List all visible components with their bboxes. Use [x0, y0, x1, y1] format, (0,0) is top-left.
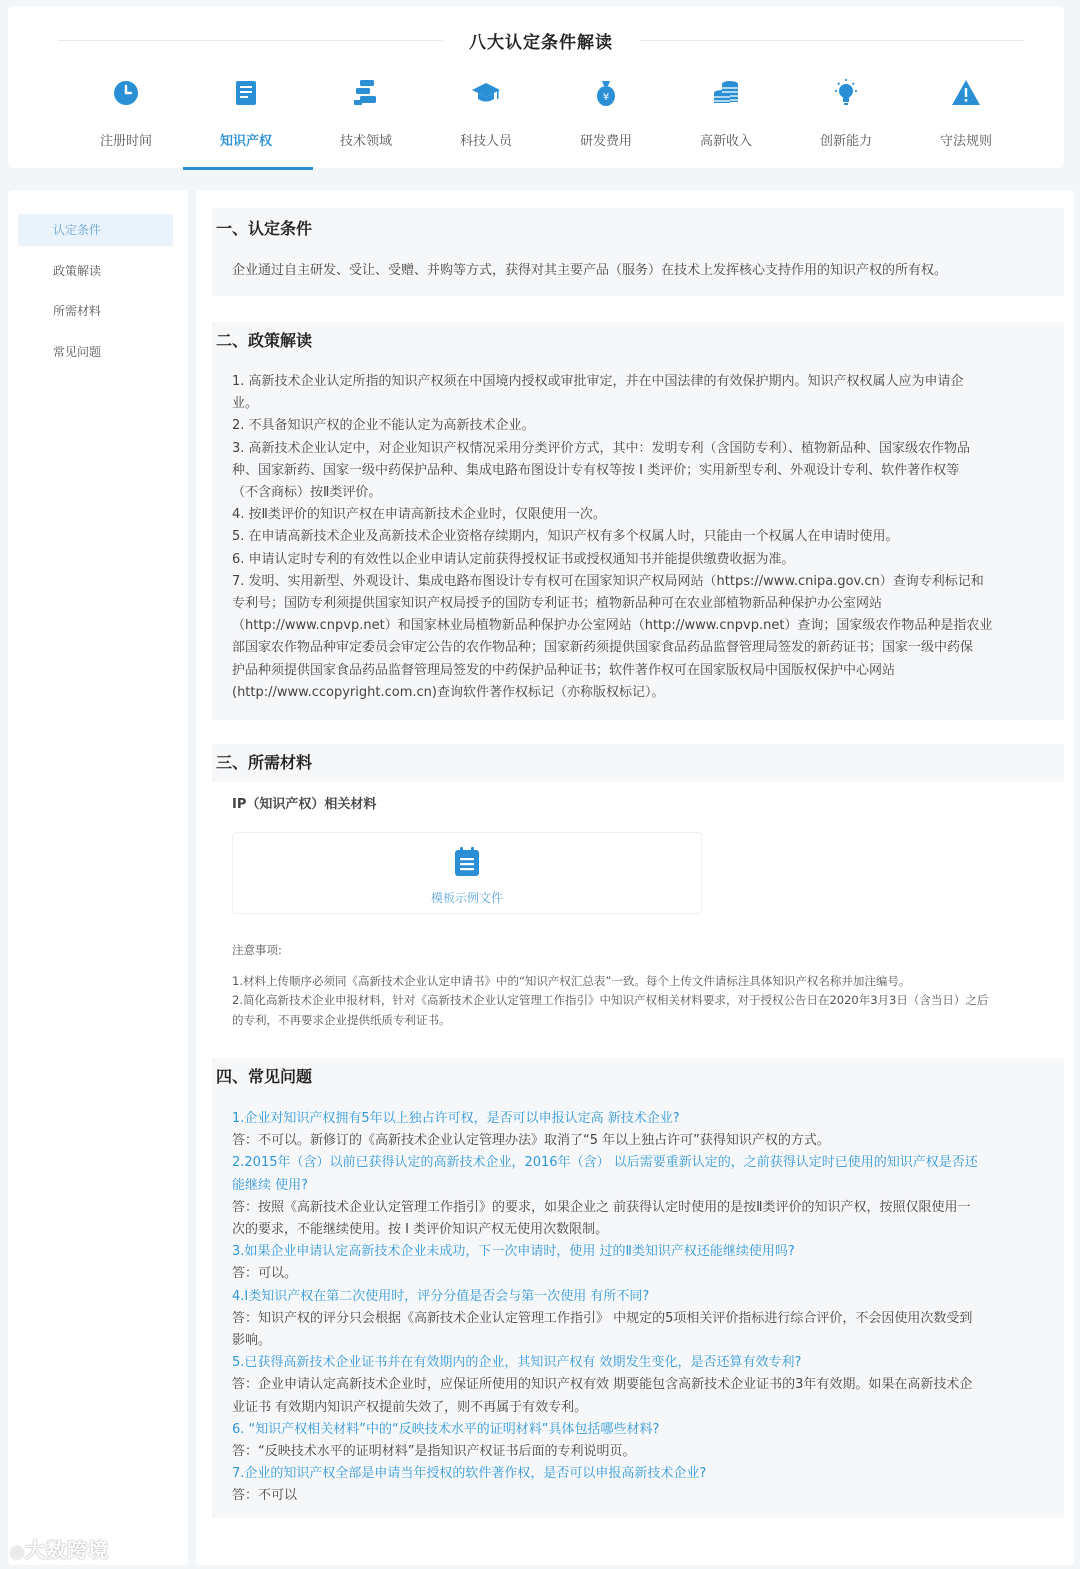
faq-answer: 影响。 [232, 1333, 272, 1348]
sidebar-item-faq[interactable]: 常见问题 [53, 345, 102, 359]
faq-answer: 答：按照《高新技术企业认定管理工作指引》的要求，如果企业之 前获得认定时使用的是按Ⅱ类评价的知识产权，按照仅限使用一 [232, 1199, 971, 1215]
faq-question[interactable]: 2.2015年（含）以前已获得认定的高新技术企业，2016年（含） 以后需要重新认定的，之前获得认定时已使用的知识产权是否还 [232, 1155, 978, 1171]
sidebar-item-materials[interactable]: 所需材料 [53, 304, 102, 318]
policy-line: 5. 在申请高新技术企业及高新技术企业资格存续期内，知识产权有多个权属人时，只能由一个权属人在申请时使用。 [232, 529, 899, 545]
condition-text: 企业通过自主研发、受让、受赠、并购等方式，获得对其主要产品（服务）在技术上发挥核心支持作用的知识产权的所有权。 [232, 263, 948, 278]
template-file-card[interactable] [232, 832, 702, 914]
faq-question[interactable]: 5.已获得高新技术企业证书并在有效期内的企业，其知识产权有 效期发生变化，是否还算有效专利? [232, 1355, 802, 1371]
tab-label: 创新能力 [819, 134, 872, 149]
tab-law-compliance[interactable] [906, 76, 1026, 168]
policy-line: 护品种须提供国家食品药品监督管理局签发的中药保护品种证书；软件著作权可在国家版权局中国版权保护中心网站 [232, 662, 896, 678]
money-bag-icon [591, 78, 621, 108]
tab-tech-field[interactable] [306, 76, 426, 168]
faq-answer: 答：不可以 [232, 1488, 298, 1504]
graduation-cap-icon [471, 78, 501, 108]
policy-line: 部国家农作物品种审定委员会审定公告的农作物品种；国家新药须提供国家食品药品监督管理局签发的新药证书；国家一级中药保 [232, 640, 974, 656]
faq-answer: 答：知识产权的评分只会根据《高新技术企业认定管理工作指引》 中规定的5项相关评价指标进行综合评价，不会因使用次数受到 [232, 1310, 973, 1326]
section-title: 四、常见问题 [216, 1067, 313, 1086]
faq-answer: 答：企业申请认定高新技术企业时，应保证所使用的知识产权有效 期要能包含高新技术企业证书的3年有效期。如果在高新技术企 [232, 1377, 973, 1393]
section-title: 三、所需材料 [212, 744, 1064, 782]
condition-tabs [66, 76, 1026, 168]
title-divider-right [639, 40, 1024, 41]
template-file-label: 模板示例文件 [430, 891, 503, 905]
tab-label: 守法规则 [939, 134, 992, 149]
lightbulb-icon [831, 78, 861, 108]
faq-answer: 答：可以。 [232, 1266, 298, 1282]
faq-answer: 答：“反映技术水平的证明材料”是指知识产权证书后面的专利说明页。 [232, 1444, 636, 1459]
book-icon [231, 78, 261, 108]
policy-line: 7. 发明、实用新型、外观设计、集成电路布图设计专有权可在国家知识产权局网站（https://www.cnipa.gov.cn）查询专利标记和 [232, 573, 984, 589]
faq-question[interactable]: 能继续 使用? [232, 1177, 309, 1193]
tab-label: 高新收入 [699, 134, 752, 149]
faq-question[interactable]: 6. “知识产权相关材料”中的“反映技术水平的证明材料”具体包括哪些材料? [232, 1421, 660, 1437]
notice-item: 2.简化高新技术企业申报材料，针对《高新技术企业认定管理工作指引》中知识产权相关材料要求，对于授权公告日在2020年3月3日（含当日）之后 [232, 993, 989, 1007]
faq-question[interactable]: 7.企业的知识产权全部是申请当年授权的软件著作权，是否可以申报高新技术企业? [232, 1466, 707, 1482]
faq-answer: 次的要求，不能继续使用。按 I 类评价知识产权无使用次数限制。 [232, 1222, 609, 1237]
warning-icon [951, 78, 981, 108]
tab-rd-expense[interactable] [546, 76, 666, 168]
tab-innovation[interactable] [786, 76, 906, 168]
faq-answer: 业证书 有效期内知识产权提前失效了，则不再属于有效专利。 [232, 1399, 588, 1415]
tab-label: 研发费用 [579, 134, 632, 149]
policy-line: （http://www.cnpvp.net）和国家林业局植物新品种保护办公室网站（http://www.cnpvp.net）查询；国家级农作物品种是指农业 [232, 618, 993, 634]
faq-question[interactable]: 3.如果企业申请认定高新技术企业未成功，下一次申请时，使用 过的Ⅱ类知识产权还能继续使用吗? [232, 1244, 795, 1260]
section-title: 二、政策解读 [216, 331, 313, 350]
tab-intellectual-property[interactable] [186, 76, 306, 168]
tab-label: 科技人员 [459, 134, 512, 149]
materials-subtitle: IP（知识产权）相关材料 [232, 797, 377, 812]
notice-title: 注意事项: [232, 943, 282, 957]
header-card [8, 6, 1064, 168]
sidebar-item-policy[interactable]: 政策解读 [53, 264, 102, 278]
title-row [58, 28, 1024, 52]
coin-stack-icon [711, 78, 741, 108]
notice-item: 1.材料上传顺序必须同《高新技术企业认定申请书》中的“知识产权汇总表”一致。每个上传文件请标注具体知识产权名称并加注编号。 [232, 974, 911, 988]
tab-high-tech-income[interactable] [666, 76, 786, 168]
policy-line: 1. 高新技术企业认定所指的知识产权须在中国境内授权或审批审定，并在中国法律的有效保护期内。知识产权权属人应为申请企 [232, 374, 964, 389]
policy-line: 6. 申请认定时专利的有效性以企业申请认定前获得授权证书或授权通知书并能提供缴费收据为准。 [232, 551, 795, 567]
tab-tech-staff[interactable] [426, 76, 546, 168]
policy-line: 专利号；国防专利须提供国家知识产权局授予的国防专利证书；植物新品种可在农业部植物新品种保护办公室网站 [232, 596, 883, 611]
tab-label: 注册时间 [99, 134, 152, 149]
watermark-text: 大数跨境 [24, 1538, 109, 1562]
svg-text:¥: ¥ [602, 92, 610, 103]
tab-label: 技术领域 [339, 134, 392, 149]
policy-line: 业。 [232, 396, 259, 412]
page-title: 八大认定条件解读 [469, 33, 613, 53]
policy-line: 2. 不具备知识产权的企业不能认定为高新技术企业。 [232, 418, 535, 434]
tab-registration-time[interactable] [66, 76, 186, 168]
section-title: 一、认定条件 [216, 219, 313, 238]
section-materials [212, 930, 1064, 1042]
faq-question[interactable]: 1.企业对知识产权拥有5年以上独占许可权，是否可以申报认定高 新技术企业? [232, 1111, 680, 1126]
policy-line: 4. 按Ⅱ类评价的知识产权在申请高新技术企业时，仅限使用一次。 [232, 507, 606, 523]
watermark-logo [10, 1534, 180, 1564]
faq-question[interactable]: 4.I类知识产权在第二次使用时，评分分值是否会与第一次使用 有所不同? [232, 1288, 650, 1304]
policy-line: （不含商标）按Ⅱ类评价。 [232, 485, 382, 500]
tab-label: 知识产权 [219, 134, 272, 149]
sidebar [8, 190, 188, 1565]
notice-item: 的专利，不再要求企业提供纸质专利证书。 [232, 1013, 451, 1027]
policy-line: 3. 高新技术企业认定中，对企业知识产权情况采用分类评价方式，其中：发明专利（含国防专利）、植物新品种、国家级农作物品 [232, 440, 971, 456]
policy-line: 种、国家新药、国家一级中药保护品种、集成电路布图设计专有权等按 I 类评价；实用新型专利、外观设计专利、软件著作权等 [232, 462, 960, 478]
logo-mark-icon: ◎ [10, 1542, 25, 1561]
sidebar-item-conditions[interactable]: 认定条件 [18, 214, 173, 246]
faq-answer: 答：不可以。新修订的《高新技术企业认定管理办法》取消了“5 年以上独占许可”获得知识产权的方式。 [232, 1133, 830, 1149]
clock-icon [111, 78, 141, 108]
document-icon [453, 847, 481, 877]
database-icon [351, 78, 381, 108]
policy-line: (http://www.ccopyright.com.cn)查询软件著作权标记（亦称版权标记）。 [232, 684, 665, 700]
